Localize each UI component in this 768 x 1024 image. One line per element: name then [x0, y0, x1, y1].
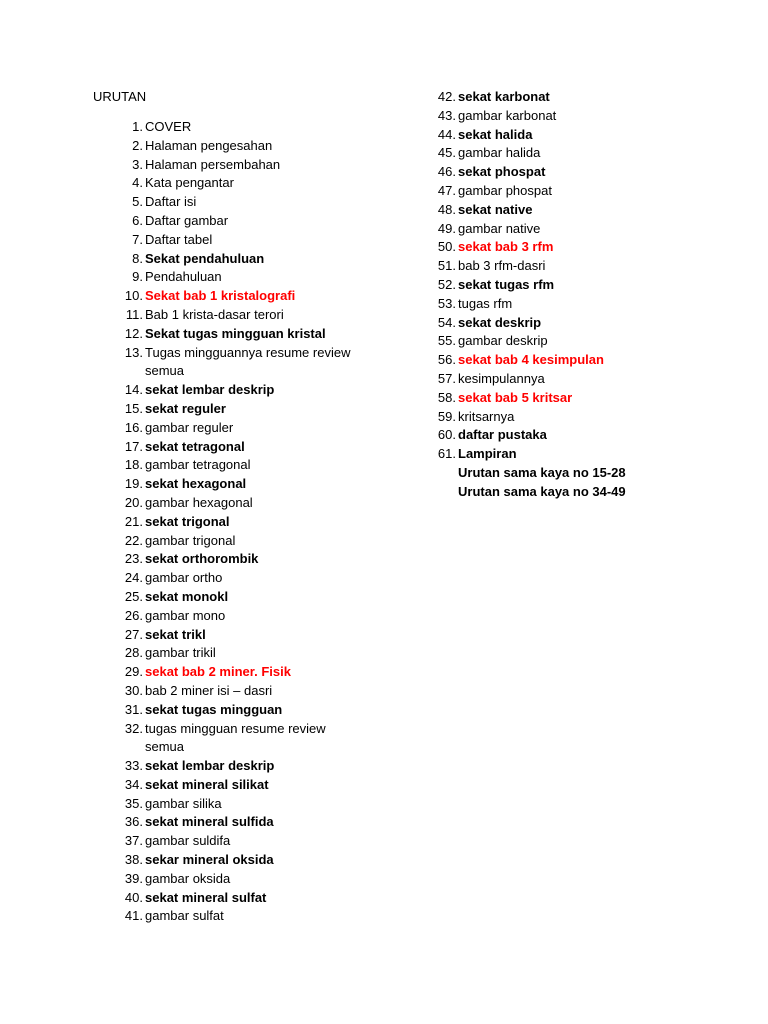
list-item-number: 24.	[124, 570, 143, 586]
list-item-number: 35.	[124, 795, 143, 811]
list-item	[425, 88, 725, 107]
list-item-text: Daftar tabel	[145, 231, 213, 247]
list-item-number: 11.	[125, 306, 143, 322]
list-item	[112, 907, 412, 926]
list-item-text: Pendahuluan	[145, 269, 222, 285]
list-item-number: 2.	[132, 137, 143, 153]
list-item	[425, 370, 725, 389]
list-item-number: 46.	[437, 164, 456, 180]
list-item	[112, 250, 412, 269]
list-item-number: 48.	[437, 201, 456, 217]
list-item	[425, 445, 725, 464]
list-item-number: 60.	[437, 427, 456, 443]
list-item-number: 17.	[124, 438, 143, 454]
list-item-text: sekat mineral sulfat	[145, 889, 267, 905]
list-item-text: gambar ortho	[145, 570, 223, 586]
list-item-number: 41.	[124, 908, 143, 924]
list-item	[112, 644, 412, 663]
list-item-number: 52.	[437, 276, 456, 292]
list-item-number: 9.	[132, 269, 143, 285]
list-item-number	[425, 464, 457, 483]
list-item	[112, 475, 412, 494]
list-item-text: Halaman pengesahan	[145, 137, 273, 153]
list-item-number: 27.	[124, 626, 143, 642]
list-item	[112, 757, 412, 776]
list-item-number: 28.	[124, 645, 143, 661]
list-item-text: sekar mineral oksida	[145, 852, 274, 868]
list-item-number: 54.	[437, 314, 456, 330]
list-item-number: 50.	[437, 239, 456, 255]
list-item	[112, 851, 412, 870]
list-item	[425, 351, 725, 370]
list-item	[425, 332, 725, 351]
list-item-text: COVER	[145, 119, 192, 134]
list-item-text: Kata pengantar	[145, 175, 234, 191]
list-item-text: gambar phospat	[458, 182, 552, 198]
list-item-text: sekat native	[458, 201, 533, 217]
list-item-text: gambar trikil	[145, 645, 216, 661]
list-item-number: 10.	[124, 288, 143, 304]
list-item-text: gambar halida	[458, 145, 541, 161]
list-item-text: gambar sulfat	[145, 908, 224, 924]
list-item	[112, 137, 412, 156]
list-item-number: 49.	[437, 220, 456, 236]
list-item	[112, 626, 412, 645]
list-item-text: sekat orthorombik	[145, 551, 259, 567]
list-item	[112, 381, 412, 400]
list-item-number: 39.	[124, 870, 143, 886]
list-item	[112, 231, 412, 250]
list-item	[112, 118, 412, 137]
list-item	[112, 776, 412, 795]
list-item-number: 4.	[132, 175, 143, 191]
list-item-text: Lampiran	[458, 446, 517, 462]
list-item	[425, 182, 725, 201]
list-item-number: 36.	[124, 814, 143, 830]
page-heading: URUTAN	[93, 89, 147, 104]
list-item	[112, 682, 412, 701]
list-item	[112, 588, 412, 607]
list-item-number: 14.	[124, 382, 143, 398]
list-item-text: gambar trigonal	[145, 532, 236, 548]
list-item-number: 7.	[132, 231, 143, 247]
list-item-text: bab 3 rfm-dasri	[458, 258, 546, 274]
list-item	[425, 220, 725, 239]
list-item-number: 47.	[437, 182, 456, 198]
list-item-number: 25.	[124, 588, 143, 604]
list-item-number: 33.	[124, 758, 143, 774]
list-item-text: sekat monokl	[145, 588, 229, 604]
list-item-text: sekat mineral sulfida	[145, 814, 274, 830]
list-item	[112, 870, 412, 889]
list-item-number: 13.	[124, 344, 143, 360]
list-item	[112, 813, 412, 832]
list-item-text: gambar mono	[145, 607, 226, 623]
list-item-text: Daftar gambar	[145, 212, 229, 228]
list-item-text: sekat deskrip	[458, 314, 542, 330]
list-item-text: Bab 1 krista-dasar terori	[145, 306, 284, 322]
list-item-text: gambar oksida	[145, 870, 231, 886]
list-item-text: gambar tetragonal	[145, 457, 251, 473]
list-item-text: Urutan sama kaya no 34-49	[458, 483, 626, 499]
list-item-text: gambar karbonat	[458, 107, 557, 123]
list-item-number: 53.	[437, 295, 456, 311]
list-item-number: 30.	[124, 682, 143, 698]
list-item-text: gambar suldifa	[145, 833, 231, 849]
list-item	[112, 156, 412, 175]
list-item-text: sekat trigonal	[145, 513, 230, 529]
list-item-text: sekat reguler	[145, 400, 226, 416]
list-item-text: kesimpulannya	[458, 370, 545, 386]
list-item-text: sekat lembar deskrip	[145, 758, 275, 774]
list-item-number: 20.	[124, 494, 143, 510]
list-item-text: sekat bab 2 miner. Fisik	[145, 664, 291, 680]
list-item	[425, 126, 725, 145]
list-item	[112, 456, 412, 475]
list-item-text: tugas mingguan resume review semua	[145, 720, 330, 755]
list-item-text: gambar deskrip	[458, 333, 548, 349]
list-item-number: 37.	[124, 833, 143, 849]
list-item	[425, 107, 725, 126]
list-item-text: Sekat bab 1 kristalografi	[145, 288, 296, 304]
list-item	[112, 832, 412, 851]
list-item	[112, 306, 412, 325]
list-item	[425, 314, 725, 333]
list-item	[425, 257, 725, 276]
list-item-text: sekat trikl	[145, 626, 206, 642]
list-item	[112, 287, 412, 306]
list-item-number: 3.	[132, 156, 143, 172]
list-item	[112, 268, 412, 287]
list-item	[112, 419, 412, 438]
list-item	[112, 701, 412, 720]
list-item	[112, 344, 412, 382]
list-item	[112, 550, 412, 569]
list-item-number: 56.	[437, 352, 456, 368]
list-item-number: 61.	[437, 446, 456, 462]
list-item	[425, 295, 725, 314]
right-column-list	[425, 88, 725, 502]
list-item-text: sekat karbonat	[458, 89, 550, 104]
list-item-number: 29.	[124, 664, 143, 680]
list-item-text: sekat mineral silikat	[145, 776, 269, 792]
list-item-number: 51.	[437, 258, 456, 274]
list-item-number	[425, 483, 457, 502]
list-item	[112, 174, 412, 193]
left-column-list	[112, 118, 412, 926]
list-item-number: 5.	[132, 194, 143, 210]
list-item-text: gambar native	[458, 220, 541, 236]
list-item-number: 31.	[124, 701, 143, 717]
list-item-text: sekat phospat	[458, 164, 546, 180]
list-item-text: bab 2 miner isi – dasri	[145, 682, 273, 698]
list-item-text: Halaman persembahan	[145, 156, 281, 172]
list-item-number: 59.	[437, 408, 456, 424]
list-item-number: 18.	[124, 457, 143, 473]
list-item-text: tugas rfm	[458, 295, 513, 311]
list-item-text: sekat bab 3 rfm	[458, 239, 554, 255]
list-item-text: gambar hexagonal	[145, 494, 253, 510]
list-item-number: 42.	[437, 89, 456, 104]
list-item-number: 43.	[437, 107, 456, 123]
list-item	[112, 325, 412, 344]
list-item	[425, 483, 725, 502]
list-item-number: 57.	[437, 370, 456, 386]
list-item	[425, 201, 725, 220]
list-item	[425, 238, 725, 257]
list-item-text: Daftar isi	[145, 194, 197, 210]
list-item-text: sekat lembar deskrip	[145, 382, 275, 398]
list-item	[425, 464, 725, 483]
list-item	[112, 607, 412, 626]
list-item-number: 1.	[132, 119, 143, 134]
list-item-number: 16.	[124, 419, 143, 435]
list-item-text: sekat bab 4 kesimpulan	[458, 352, 604, 368]
list-item	[112, 569, 412, 588]
list-item-text: sekat halida	[458, 126, 533, 142]
list-item-number: 26.	[124, 607, 143, 623]
list-item-number: 38.	[124, 852, 143, 868]
list-item-text: Urutan sama kaya no 15-28	[458, 464, 626, 480]
list-item	[112, 400, 412, 419]
list-item-number: 55.	[437, 333, 456, 349]
list-item-number: 6.	[132, 212, 143, 228]
list-item-text: sekat tetragonal	[145, 438, 245, 454]
list-item-text: sekat tugas mingguan	[145, 701, 283, 717]
list-item-text: sekat tugas rfm	[458, 276, 555, 292]
list-item-number: 23.	[124, 551, 143, 567]
list-item	[425, 163, 725, 182]
list-item-text: daftar pustaka	[458, 427, 547, 443]
list-item-text: Tugas mingguannya resume review semua	[145, 344, 355, 379]
list-item-text: Sekat tugas mingguan kristal	[145, 325, 326, 341]
list-item	[112, 532, 412, 551]
list-item	[112, 193, 412, 212]
list-item	[425, 408, 725, 427]
list-item-text: kritsarnya	[458, 408, 515, 424]
list-item	[112, 438, 412, 457]
list-item-text: gambar silika	[145, 795, 222, 811]
list-item	[112, 513, 412, 532]
list-item-number: 15.	[124, 400, 143, 416]
list-item-number: 40.	[124, 889, 143, 905]
list-item-text: Sekat pendahuluan	[145, 250, 265, 266]
list-item	[112, 720, 412, 758]
list-item-number: 32.	[124, 720, 143, 736]
list-item-number: 34.	[124, 776, 143, 792]
list-item	[112, 889, 412, 908]
list-item-number: 8.	[132, 250, 143, 266]
list-item-number: 12.	[124, 325, 143, 341]
list-item	[112, 494, 412, 513]
list-item-text: gambar reguler	[145, 419, 234, 435]
list-item	[112, 212, 412, 231]
list-item	[425, 389, 725, 408]
list-item-number: 19.	[124, 476, 143, 492]
list-item-text: sekat hexagonal	[145, 476, 247, 492]
list-item	[112, 795, 412, 814]
list-item-number: 22.	[124, 532, 143, 548]
list-item-number: 44.	[437, 126, 456, 142]
list-item	[112, 663, 412, 682]
list-item	[425, 276, 725, 295]
list-item	[425, 426, 725, 445]
list-item-number: 21.	[124, 513, 143, 529]
list-item-text: sekat bab 5 kritsar	[458, 389, 573, 405]
list-item-number: 45.	[437, 145, 456, 161]
list-item-number: 58.	[437, 389, 456, 405]
list-item	[425, 144, 725, 163]
